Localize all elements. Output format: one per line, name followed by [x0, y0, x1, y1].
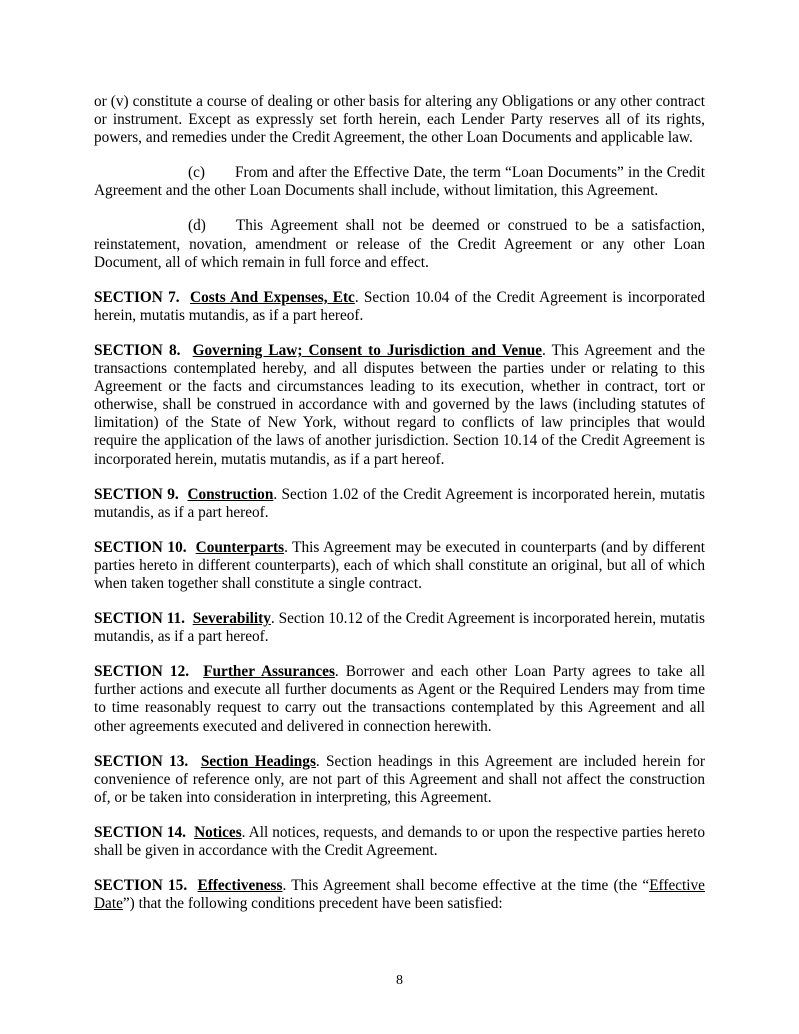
- section-text: . Section headings in this Agreement are included herein for convenience of reference only, are not part of this Agreement and shall not affect the construction of, or be taken into consideration in interpreting, this Agreement.: [94, 752, 705, 806]
- page-number: 8: [396, 973, 403, 988]
- section-13: [94, 753, 705, 807]
- document-body: [94, 93, 705, 930]
- section-heading: Notices: [194, 823, 242, 841]
- section-text: . Section 1.02 of the Credit Agreement is incorporated herein, mutatis mutandis, as if a part hereof.: [94, 485, 705, 521]
- section-text-post: ”) that the following conditions precedent have been satisfied:: [122, 895, 503, 913]
- section-number: SECTION 15.: [94, 877, 188, 895]
- section-heading: Effectiveness: [197, 877, 283, 895]
- section-heading: Governing Law; Consent to Jurisdiction and Venue: [192, 341, 542, 359]
- clause-text-c: From and after the Effective Date, the term “Loan Documents” in the Credit Agreement and the other Loan Documents shall include, without limitation, this Agreement.: [94, 164, 705, 200]
- section-text: . All notices, requests, and demands to or upon the respective parties hereto shall be given in accordance with the Credit Agreement.: [94, 823, 705, 859]
- section-number: SECTION 9.: [94, 485, 179, 503]
- paragraph-d: [94, 217, 705, 271]
- section-number: SECTION 11.: [94, 610, 185, 628]
- section-12: [94, 663, 705, 735]
- section-heading: Counterparts: [195, 538, 285, 556]
- section-text: . This Agreement and the transactions contemplated hereby, and all disputes between the parties under or relating to this Agreement or the facts and circumstances leading to its execution, whether in contract, tort or otherwise, shall be construed in accordance with and governed by the laws (including statutes of limitation) of the State of New York, without regard to conflicts of law principles that would require the application of the laws of another jurisdiction. Section 10.14 of the Credit Agreement is incorporated herein, mutatis mutandis, as if a part hereof.: [94, 341, 706, 468]
- section-heading: Construction: [187, 485, 274, 503]
- section-text: . Section 10.04 of the Credit Agreement is incorporated herein, mutatis mutandis, as if a part hereof.: [94, 288, 706, 324]
- section-heading: Further Assurances: [203, 663, 335, 681]
- paragraph-c: [94, 164, 705, 200]
- section-text: . This Agreement may be executed in counterparts (and by different parties hereto in different counterparts), each of which shall constitute an original, but all of which when taken together shall constitute a single contract.: [94, 538, 705, 592]
- section-number: SECTION 14.: [94, 823, 187, 841]
- section-9: [94, 486, 705, 522]
- clause-text-d: This Agreement shall not be deemed or construed to be a satisfaction, reinstatement, novation, amendment or release of the Credit Agreement or any other Loan Document, all of which remain in full force and effect.: [94, 217, 705, 271]
- section-number: SECTION 13.: [94, 752, 189, 770]
- section-14: [94, 824, 705, 860]
- section-11: [94, 610, 705, 646]
- clause-label-c: (c): [188, 164, 205, 182]
- paragraph-continuation: or (v) constitute a course of dealing or other basis for altering any Obligations or any other contract or instrument. Except as expressly set forth herein, each Lender Party reserves all of its rights, powers, and remedies under the Credit Agreement, the other Loan Documents and applicable law.: [94, 93, 705, 147]
- section-text: . Borrower and each other Loan Party agrees to take all further actions and execute all further documents as Agent or the Required Lenders may from time to time reasonably request to carry out the transactions contemplated by this Agreement and all other agreements executed and delivered in connection herewith.: [94, 663, 705, 735]
- section-15: [94, 877, 705, 913]
- defined-term-effective-date: Effective Date: [94, 877, 705, 913]
- section-heading: Costs And Expenses, Etc: [190, 288, 355, 306]
- section-heading: Section Headings: [200, 752, 316, 770]
- section-heading: Severability: [192, 610, 271, 628]
- clause-label-d: (d): [188, 217, 206, 235]
- section-text: . Section 10.12 of the Credit Agreement is incorporated herein, mutatis mutandis, as if a part hereof.: [94, 610, 705, 646]
- section-number: SECTION 12.: [94, 663, 190, 681]
- section-7: [94, 289, 705, 325]
- section-number: SECTION 7.: [94, 288, 180, 306]
- section-number: SECTION 10.: [94, 538, 187, 556]
- section-number: SECTION 8.: [94, 341, 181, 359]
- section-10: [94, 539, 705, 593]
- section-8: [94, 342, 705, 469]
- section-text-pre: . This Agreement shall become effective at the time (the “: [282, 877, 650, 895]
